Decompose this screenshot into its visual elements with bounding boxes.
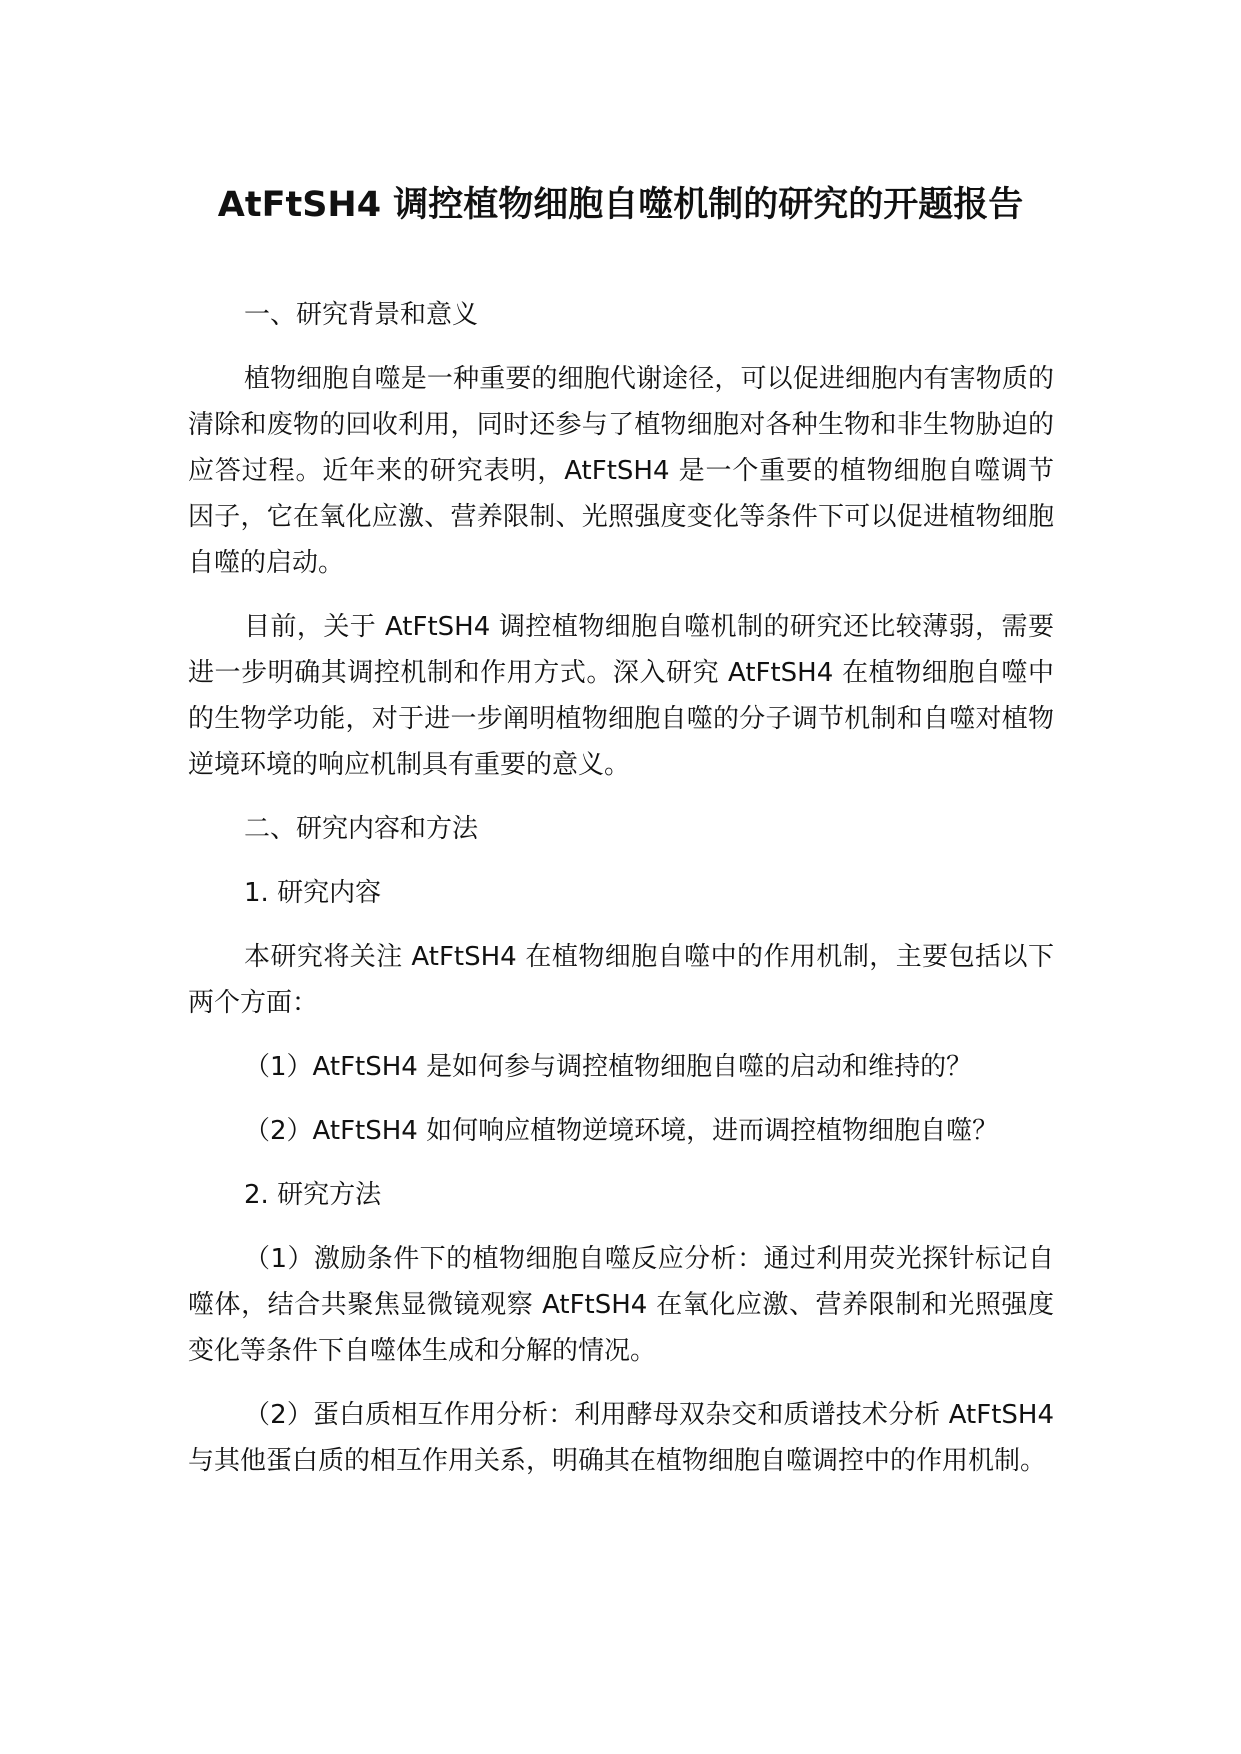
- section-heading-background: 一、研究背景和意义: [244, 300, 479, 330]
- document-body: [188, 292, 1054, 1502]
- subheading-research-content: 1. 研究内容: [244, 878, 382, 908]
- paragraph-content-item-2: （2）AtFtSH4 如何响应植物逆境环境，进而调控植物细胞自噬？: [244, 1116, 999, 1146]
- section-heading-content-methods: 二、研究内容和方法: [244, 814, 479, 844]
- document-title: AtFtSH4 调控植物细胞自噬机制的研究的开题报告: [217, 185, 1024, 225]
- paragraph-content-intro: 本研究将关注 AtFtSH4 在植物细胞自噬中的作用机制，主要包括以下两个方面：: [188, 942, 1054, 1018]
- paragraph-background-2: 目前，关于 AtFtSH4 调控植物细胞自噬机制的研究还比较薄弱，需要进一步明确其调控机制和作用方式。深入研究 AtFtSH4 在植物细胞自噬中的生物学功能，对于进一步阐明植物细胞自噬的分子调节机制和自噬对植物逆境环境的响应机制具有重要的意义。: [188, 612, 1054, 780]
- paragraph-background-1: 植物细胞自噬是一种重要的细胞代谢途径，可以促进细胞内有害物质的清除和废物的回收利用，同时还参与了植物细胞对各种生物和非生物胁迫的应答过程。近年来的研究表明，AtFtSH4 是一个重要的植物细胞自噬调节因子，它在氧化应激、营养限制、光照强度变化等条件下可以促进植物细胞自噬的启动。: [188, 364, 1054, 578]
- paragraph-method-1: （1）激励条件下的植物细胞自噬反应分析：通过利用荧光探针标记自噬体，结合共聚焦显微镜观察 AtFtSH4 在氧化应激、营养限制和光照强度变化等条件下自噬体生成和分解的情况。: [188, 1244, 1054, 1366]
- paragraph-method-2: （2）蛋白质相互作用分析：利用酵母双杂交和质谱技术分析 AtFtSH4 与其他蛋白质的相互作用关系，明确其在植物细胞自噬调控中的作用机制。: [188, 1400, 1054, 1476]
- subheading-research-methods: 2. 研究方法: [244, 1180, 382, 1210]
- paragraph-content-item-1: （1）AtFtSH4 是如何参与调控植物细胞自噬的启动和维持的？: [244, 1052, 973, 1082]
